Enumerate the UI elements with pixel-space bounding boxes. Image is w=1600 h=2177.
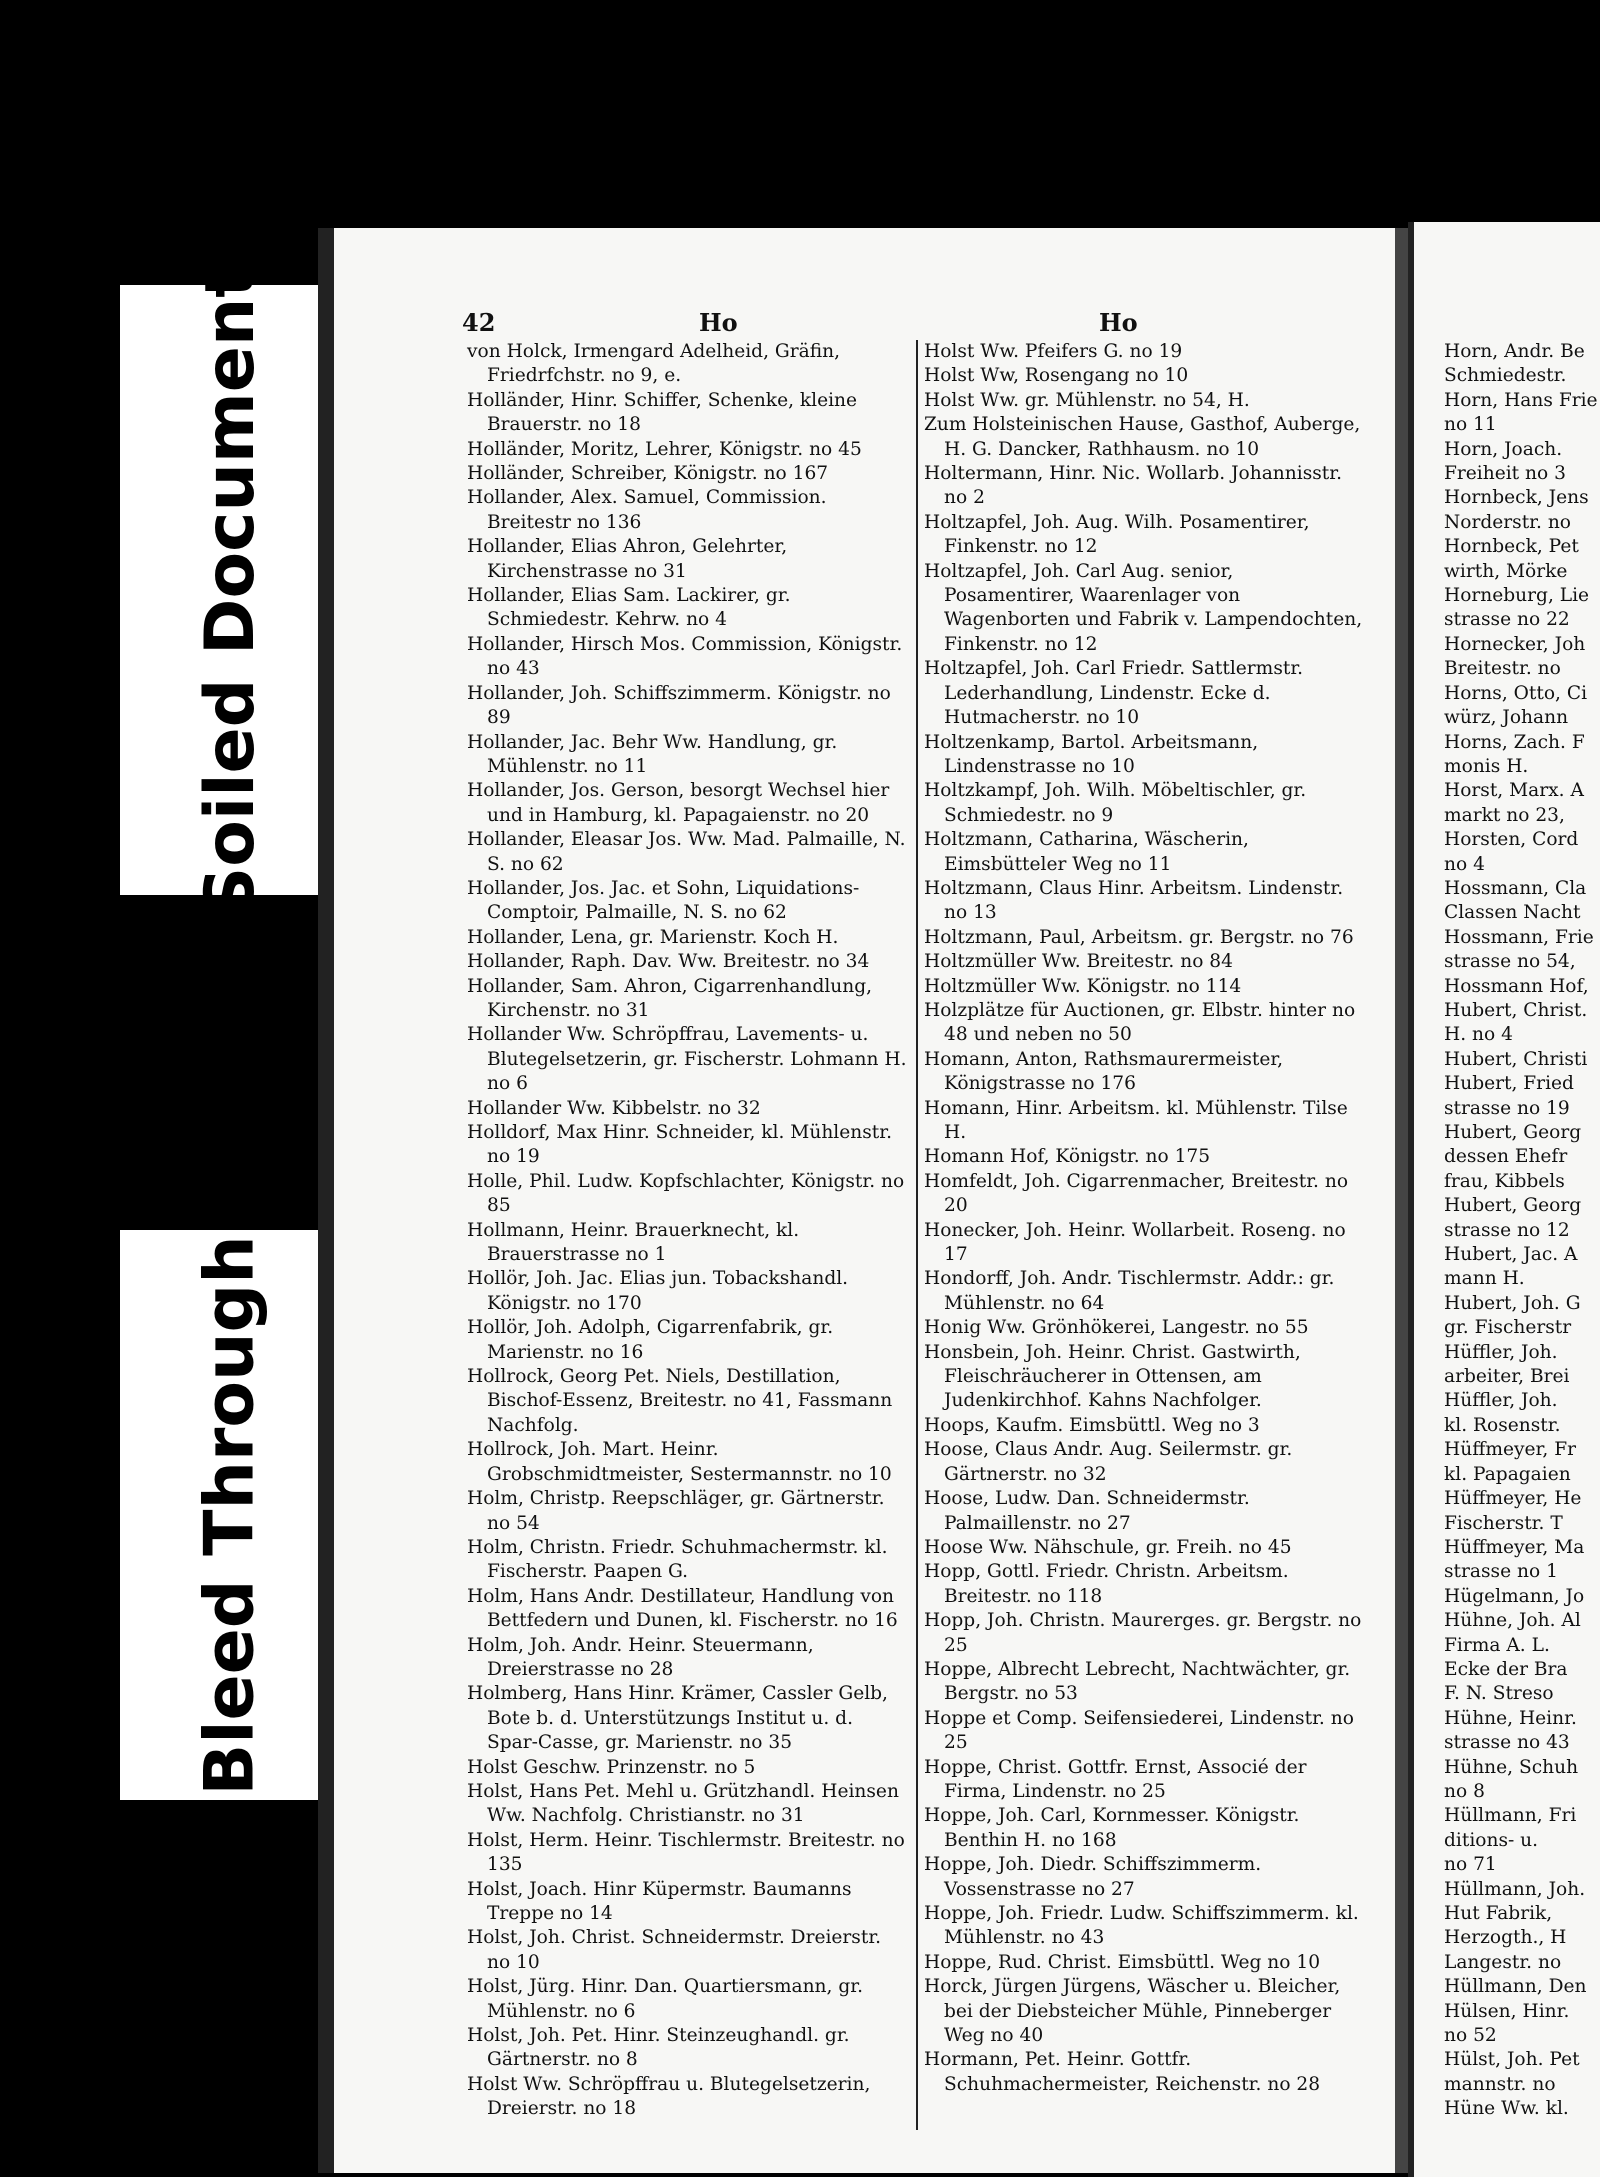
directory-entry: Holtzmann, Paul, Arbeitsm. gr. Bergstr. no 76	[924, 926, 1354, 948]
directory-entry: strasse no 22	[1444, 609, 1570, 631]
directory-entry: Hossmann, Frie	[1444, 926, 1594, 948]
middle-column	[924, 340, 1364, 2097]
directory-entry: Hollander, Jac. Behr Ww. Handlung, gr. Mühlenstr. no 11	[467, 731, 838, 777]
directory-entry: Holtzmüller Ww. Breitestr. no 84	[924, 951, 1233, 973]
directory-entry: Horns, Zach. F	[1444, 731, 1585, 753]
directory-entry: no 11	[1444, 414, 1497, 436]
directory-entry: Horn, Joach.	[1444, 438, 1563, 460]
directory-entry: Holtzapfel, Joh. Carl Friedr. Sattlermstr. Lederhandlung, Lindenstr. Ecke d. Hutmacherstr. no 10	[924, 658, 1304, 729]
directory-entry: Horck, Jürgen Jürgens, Wäscher u. Bleicher, bei der Diebsteicher Mühle, Pinneberger Weg no 40	[924, 1976, 1341, 2047]
directory-entry: strasse no 43	[1444, 1732, 1570, 1754]
directory-entry: Hülst, Joh. Pet	[1444, 2049, 1580, 2071]
directory-entry: Horn, Andr. Be	[1444, 341, 1585, 362]
directory-entry: würz, Johann	[1444, 707, 1569, 729]
directory-entry: Holldorf, Max Hinr. Schneider, kl. Mühlenstr. no 19	[467, 1122, 892, 1168]
directory-entry: Hollmann, Heinr. Brauerknecht, kl. Brauerstrasse no 1	[467, 1219, 800, 1266]
directory-entry: Holtzmann, Claus Hinr. Arbeitsm. Lindenstr. no 13	[924, 877, 1344, 924]
directory-entry: monis H.	[1444, 755, 1529, 777]
directory-entry: Hollander, Hirsch Mos. Commission, Königstr. no 43	[467, 633, 903, 680]
directory-entry: Holst Ww. Pfeifers G. no 19	[924, 341, 1183, 362]
directory-entry: Hoose Ww. Nähschule, gr. Freih. no 45	[924, 1536, 1292, 1558]
directory-entry: Langestr. no	[1444, 1951, 1562, 1973]
directory-entry: Hollör, Joh. Jac. Elias jun. Tobackshandl. Königstr. no 170	[467, 1268, 849, 1314]
directory-entry: Hubert, Georg	[1444, 1122, 1582, 1143]
directory-entry: Hossmann Hof,	[1444, 975, 1589, 997]
page-gutter	[1395, 228, 1409, 2173]
directory-entry: Homfeldt, Joh. Cigarrenmacher, Breitestr. no 20	[924, 1170, 1349, 1217]
directory-entry: Hubert, Christi	[1444, 1048, 1588, 1070]
directory-entry: Hüne Ww. kl.	[1444, 2098, 1569, 2120]
directory-entry: Hopp, Gottl. Friedr. Christn. Arbeitsm. Breitestr. no 118	[924, 1561, 1289, 1607]
directory-entry: Hoppe et Comp. Seifensiederei, Lindenstr. no 25	[924, 1707, 1354, 1754]
directory-entry: strasse no 1	[1444, 1561, 1558, 1583]
directory-entry: Holzplätze für Auctionen, gr. Elbstr. hinter no 48 und neben no 50	[924, 999, 1356, 1046]
directory-entry: Hollander, Eleasar Jos. Ww. Mad. Palmaille, N. S. no 62	[467, 829, 906, 875]
directory-entry: von Holck, Irmengard Adelheid, Gräfin, Friedrfchstr. no 9, e.	[467, 341, 841, 387]
directory-entry: Hollör, Joh. Adolph, Cigarrenfabrik, gr. Marienstr. no 16	[467, 1317, 834, 1363]
directory-entry: no 4	[1444, 853, 1485, 875]
directory-entry: Hollander, Elias Ahron, Gelehrter, Kirchenstrasse no 31	[467, 536, 788, 582]
directory-entry: Horneburg, Lie	[1444, 585, 1590, 607]
directory-entry: strasse no 54,	[1444, 951, 1576, 973]
directory-entry: Hollrock, Joh. Mart. Heinr. Grobschmidtmeister, Sestermannstr. no 10	[467, 1439, 892, 1485]
directory-entry: Classen Nacht	[1444, 902, 1581, 924]
left-column	[467, 340, 907, 2122]
directory-entry: Herzogth., H	[1444, 1927, 1567, 1949]
directory-entry: Hüffler, Joh.	[1444, 1341, 1558, 1363]
directory-entry: wirth, Mörke	[1444, 560, 1568, 582]
directory-entry: Hornbeck, Pet	[1444, 536, 1579, 558]
directory-entry: arbeiter, Brei	[1444, 1366, 1570, 1388]
directory-entry: Holst Ww, Rosengang no 10	[924, 365, 1189, 387]
directory-entry: Hoppe, Albrecht Lebrecht, Nachtwächter, gr. Bergstr. no 53	[924, 1658, 1351, 1705]
directory-entry: Honsbein, Joh. Heinr. Christ. Gastwirth, Fleischräucherer in Ottensen, am Judenkirchhof. Kahns Nachfolger.	[924, 1341, 1301, 1412]
directory-entry: Zum Holsteinischen Hause, Gasthof, Auberge, H. G. Dancker, Rathhausm. no 10	[924, 414, 1361, 460]
directory-entry: Holtzenkamp, Bartol. Arbeitsmann, Lindenstrasse no 10	[924, 731, 1259, 777]
directory-entry: Hubert, Georg	[1444, 1195, 1582, 1217]
directory-entry: Honecker, Joh. Heinr. Wollarbeit. Roseng. no 17	[924, 1219, 1346, 1266]
directory-entry: Hüllmann, Den	[1444, 1976, 1587, 1998]
directory-entry: Holst, Joach. Hinr Küpermstr. Baumanns Treppe no 14	[467, 1878, 852, 1924]
directory-entry: strasse no 19	[1444, 1097, 1570, 1119]
directory-entry: Hüffmeyer, He	[1444, 1488, 1582, 1510]
directory-entry: Hoppe, Joh. Diedr. Schiffszimmerm. Vossenstrasse no 27	[924, 1854, 1262, 1900]
directory-entry: Honig Ww. Grönhökerei, Langestr. no 55	[924, 1317, 1309, 1339]
directory-entry: Schmiedestr.	[1444, 365, 1567, 387]
directory-entry: Hubert, Joh. G	[1444, 1292, 1581, 1314]
directory-entry: Ecke der Bra	[1444, 1658, 1568, 1680]
directory-entry: Holst, Joh. Pet. Hinr. Steinzeughandl. gr. Gärtnerstr. no 8	[467, 2025, 850, 2071]
directory-entry: dessen Ehefr	[1444, 1146, 1568, 1168]
directory-entry: Hoppe, Christ. Gottfr. Ernst, Associé der Firma, Lindenstr. no 25	[924, 1756, 1307, 1802]
directory-entry: Hüffler, Joh.	[1444, 1390, 1558, 1412]
directory-page	[318, 228, 1408, 2173]
directory-entry: Horn, Hans Frie	[1444, 389, 1598, 411]
directory-entry: strasse no 12	[1444, 1219, 1570, 1241]
directory-entry: Holst Ww. gr. Mühlenstr. no 54, H.	[924, 389, 1250, 411]
directory-entry: Holst Geschw. Prinzenstr. no 5	[467, 1756, 756, 1778]
next-page-fragment	[1408, 222, 1600, 2177]
directory-entry: Hoose, Claus Andr. Aug. Seilermstr. gr. Gärtnerstr. no 32	[924, 1439, 1293, 1485]
directory-entry: Freiheit no 3	[1444, 463, 1566, 485]
directory-entry: no 71	[1444, 1854, 1497, 1876]
directory-entry: F. N. Streso	[1444, 1683, 1554, 1705]
directory-entry: Hondorff, Joh. Andr. Tischlermstr. Addr.: gr. Mühlenstr. no 64	[924, 1268, 1335, 1314]
directory-entry: Hollander, Elias Sam. Lackirer, gr. Schmiedestr. Kehrw. no 4	[467, 585, 791, 631]
directory-entry: Holländer, Schreiber, Königstr. no 167	[467, 463, 829, 485]
directory-entry: Holst, Hans Pet. Mehl u. Grützhandl. Heinsen Ww. Nachfolg. Christianstr. no 31	[467, 1780, 899, 1827]
directory-entry: Holm, Christn. Friedr. Schuhmachermstr. kl. Fischerstr. Paapen G.	[467, 1536, 888, 1583]
page-number: 42	[462, 308, 496, 337]
directory-entry: no 52	[1444, 2025, 1497, 2047]
directory-entry: Hüllmann, Fri	[1444, 1805, 1577, 1827]
directory-entry: kl. Papagaien	[1444, 1463, 1571, 1485]
directory-entry: Hornecker, Joh	[1444, 633, 1586, 655]
directory-entry: Hollander, Jos. Gerson, besorgt Wechsel hier und in Hamburg, kl. Papagaienstr. no 20	[467, 780, 890, 826]
directory-entry: Horsten, Cord	[1444, 829, 1579, 851]
directory-entry: Hollander, Alex. Samuel, Commission. Breitestr no 136	[467, 487, 827, 533]
directory-entry: Holländer, Moritz, Lehrer, Königstr. no 45	[467, 438, 862, 460]
directory-entry: Holländer, Hinr. Schiffer, Schenke, kleine Brauerstr. no 18	[467, 389, 858, 436]
directory-entry: Hormann, Pet. Heinr. Gottfr. Schuhmachermeister, Reichenstr. no 28	[924, 2049, 1321, 2095]
bleed-through-label: Bleed Through	[120, 1230, 340, 1800]
directory-entry: Hühne, Schuh	[1444, 1756, 1579, 1778]
directory-entry: Hühne, Heinr.	[1444, 1707, 1577, 1729]
directory-entry: H. no 4	[1444, 1024, 1513, 1046]
directory-entry: Horns, Otto, Ci	[1444, 682, 1588, 704]
directory-entry: Hossmann, Cla	[1444, 877, 1587, 899]
directory-entry: Fischerstr. T	[1444, 1512, 1563, 1534]
directory-entry: Hubert, Jac. A	[1444, 1244, 1578, 1266]
directory-entry: Holle, Phil. Ludw. Kopfschlachter, Königstr. no 85	[467, 1170, 905, 1217]
directory-entry: Norderstr. no	[1444, 511, 1571, 533]
directory-entry: frau, Kibbels	[1444, 1170, 1565, 1192]
directory-entry: Hollander Ww. Kibbelstr. no 32	[467, 1097, 761, 1119]
directory-entry: Hollander Ww. Schröpffrau, Lavements- u. Blutegelsetzerin, gr. Fischerstr. Lohmann H. no 6	[467, 1024, 907, 1095]
directory-entry: no 8	[1444, 1780, 1485, 1802]
directory-entry: Hühne, Joh. Al	[1444, 1610, 1581, 1632]
directory-entry: Hüffmeyer, Fr	[1444, 1439, 1576, 1461]
directory-entry: Holst, Herm. Heinr. Tischlermstr. Breitestr. no 135	[467, 1829, 905, 1876]
directory-entry: Homann, Hinr. Arbeitsm. kl. Mühlenstr. Tilse H.	[924, 1097, 1348, 1143]
directory-entry: Holtzapfel, Joh. Aug. Wilh. Posamentirer, Finkenstr. no 12	[924, 511, 1310, 558]
directory-entry: Hügelmann, Jo	[1444, 1585, 1585, 1607]
directory-entry: Holst Ww. Schröpffrau u. Blutegelsetzerin, Dreierstr. no 18	[467, 2073, 871, 2120]
directory-entry: Hülsen, Hinr.	[1444, 2000, 1570, 2022]
directory-entry: ditions- u.	[1444, 1829, 1539, 1851]
page-header-right: Ho	[1099, 308, 1138, 337]
directory-entry: Homann Hof, Königstr. no 175	[924, 1146, 1211, 1168]
directory-entry: Hornbeck, Jens	[1444, 487, 1589, 509]
directory-entry: Holm, Joh. Andr. Heinr. Steuermann, Dreierstrasse no 28	[467, 1634, 814, 1680]
directory-entry: Holtzmüller Ww. Königstr. no 114	[924, 975, 1242, 997]
directory-entry: Hollander, Sam. Ahron, Cigarrenhandlung, Kirchenstr. no 31	[467, 975, 873, 1021]
directory-entry: Holtzkampf, Joh. Wilh. Möbeltischler, gr. Schmiedestr. no 9	[924, 780, 1307, 826]
directory-entry: kl. Rosenstr.	[1444, 1414, 1561, 1436]
directory-entry: Horst, Marx. A	[1444, 780, 1584, 802]
directory-entry: Holmberg, Hans Hinr. Krämer, Cassler Gelb, Bote b. d. Unterstützungs Institut u. d. Spar-Casse, gr. Marienstr. no 35	[467, 1683, 888, 1754]
directory-entry: Hut Fabrik,	[1444, 1903, 1553, 1924]
directory-entry: Holtermann, Hinr. Nic. Wollarb. Johannisstr. no 2	[924, 463, 1343, 509]
directory-entry: Hoops, Kaufm. Eimsbüttl. Weg no 3	[924, 1414, 1260, 1436]
directory-entry: Hollander, Raph. Dav. Ww. Breitestr. no 34	[467, 951, 870, 973]
directory-entry: Holtzmann, Catharina, Wäscherin, Eimsbütteler Weg no 11	[924, 829, 1249, 875]
directory-entry: Firma A. L.	[1444, 1634, 1550, 1656]
directory-entry: Hollander, Joh. Schiffszimmerm. Königstr. no 89	[467, 682, 891, 729]
directory-entry: Hollander, Lena, gr. Marienstr. Koch H.	[467, 926, 839, 948]
directory-entry: mannstr. no	[1444, 2073, 1556, 2095]
directory-entry: Holst, Jürg. Hinr. Dan. Quartiersmann, gr. Mühlenstr. no 6	[467, 1976, 864, 2022]
soiled-document-label: Soiled Document	[120, 285, 340, 895]
right-column-fragment	[1444, 340, 1600, 2122]
directory-entry: Hoppe, Joh. Carl, Kornmesser. Königstr. Benthin H. no 168	[924, 1805, 1300, 1851]
directory-entry: Hoose, Ludw. Dan. Schneidermstr. Palmaillenstr. no 27	[924, 1488, 1250, 1534]
directory-entry: Hüllmann, Joh.	[1444, 1878, 1586, 1900]
directory-entry: Holm, Hans Andr. Destillateur, Handlung von Bettfedern und Dunen, kl. Fischerstr. no 16	[467, 1585, 898, 1632]
directory-entry: Hopp, Joh. Christn. Maurerges. gr. Bergstr. no 25	[924, 1610, 1362, 1656]
directory-entry: Holst, Joh. Christ. Schneidermstr. Dreierstr. no 10	[467, 1927, 882, 1973]
directory-entry: Hubert, Fried	[1444, 1073, 1574, 1095]
directory-entry: markt no 23,	[1444, 804, 1565, 826]
directory-entry: Hüffmeyer, Ma	[1444, 1536, 1585, 1558]
directory-entry: Breitestr. no	[1444, 658, 1561, 680]
directory-entry: Hollander, Jos. Jac. et Sohn, Liquidations-Comptoir, Palmaille, N. S. no 62	[467, 877, 860, 924]
directory-entry: Hollrock, Georg Pet. Niels, Destillation, Bischof-Essenz, Breitestr. no 41, Fassmann Nachfolg.	[467, 1366, 893, 1436]
directory-entry: Hoppe, Joh. Friedr. Ludw. Schiffszimmerm. kl. Mühlenstr. no 43	[924, 1903, 1359, 1949]
directory-entry: Holtzapfel, Joh. Carl Aug. senior, Posamentirer, Waarenlager von Wagenborten und Fabrik v. Lampendochten, Finkenstr. no 12	[924, 560, 1363, 655]
directory-entry: Holm, Christp. Reepschläger, gr. Gärtnerstr. no 54	[467, 1488, 885, 1534]
directory-entry: Hubert, Christ.	[1444, 999, 1588, 1021]
directory-entry: gr. Fischerstr	[1444, 1317, 1572, 1339]
page-header-left: Ho	[699, 308, 738, 337]
directory-entry: Hoppe, Rud. Christ. Eimsbüttl. Weg no 10	[924, 1951, 1321, 1973]
directory-entry: Homann, Anton, Rathsmaurermeister, Königstrasse no 176	[924, 1048, 1284, 1095]
directory-entry: mann H.	[1444, 1268, 1525, 1290]
column-divider	[916, 340, 918, 2130]
